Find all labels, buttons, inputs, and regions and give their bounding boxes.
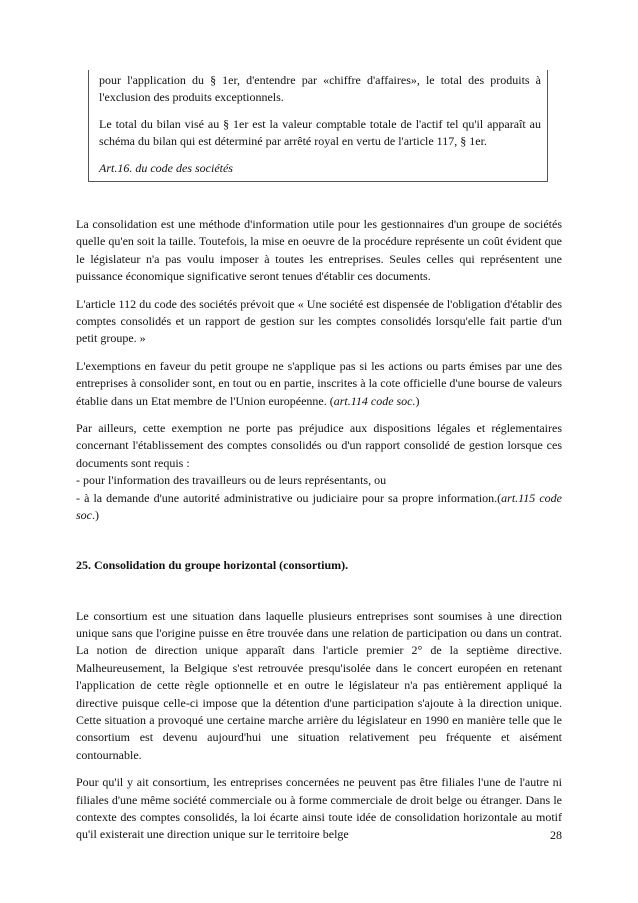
quote-paragraph-1: pour l'application du § 1er, d'entendre par «chiffre d'affaires», le total des produits à l'exclusion des produits exceptionnels. — [99, 73, 541, 104]
page-number: 28 — [550, 828, 562, 842]
quote-paragraph-2: Le total du bilan visé au § 1er est la valeur comptable totale de l'actif tel qu'il apparaît au schéma du bilan qui est déterminé par arrêté royal en vertu de l'article 117, § 1er. — [99, 117, 541, 148]
quoted-article-box — [88, 70, 548, 182]
list-item-autorite-end: .) — [92, 508, 99, 523]
paragraph-consortium-definition: Le consortium est une situation dans laquelle plusieurs entreprises sont soumises à une direction unique sans que l'origine puisse en être trouvée dans une relation de participation ou dans un contrat. La notion de direction unique apparaît dans l'article premier 2° de la septième directive. Malheureusement, la Belgique s'est retrouvée presqu'isolée dans le concert européen en retenant l'application de cette règle optionnelle et en outre le législateur n'a pas entièrement appliqué la directive puisque celle-ci impose que la détention d'une participation s'ajoute à la direction unique. Cette situation a provoqué une certaine marche arrière du législateur en 1990 en manière telle que le consortium est devenu aujourd'hui une situation relativement peu fréquente et aisément contournable. — [76, 608, 562, 762]
paragraph-exemptions-text: L'exemptions en faveur du petit groupe ne s'applique pas si les actions ou parts émises par une des entreprises à consolider sont, en tout ou en partie, inscrites à la cote officielle d'une bourse de valeurs établie dans un Etat membre de l'Union européenne. ( — [76, 358, 562, 408]
paragraph-par-ailleurs: Par ailleurs, cette exemption ne porte pas préjudice aux dispositions légales et réglementaires concernant l'établissement des comptes consolidés ou d'un rapport consolidé de gestion lorsque ces documents sont requis : — [76, 421, 562, 470]
paragraph-article-112: L'article 112 du code des sociétés prévoit que « Une société est dispensée de l'obligation d'établir des comptes consolidés et un rapport de gestion sur les comptes consolidés lorsqu'elle fait partie d'un petit groupe. » — [76, 296, 562, 346]
paragraph-consolidation-intro: La consolidation est une méthode d'information utile pour les gestionnaires d'un groupe de sociétés quelle qu'en soit la taille. Toutefois, la mise en oeuvre de la procédure représente un coût évident que le législateur n'a pas voulu imposer à toutes les entreprises. Seules celles qui représentent une puissance économique significative seront tenues d'établir ces documents. — [76, 217, 562, 284]
section-heading: 25. Consolidation du groupe horizontal (consortium). — [76, 557, 349, 572]
document-body — [76, 216, 562, 854]
list-item-autorite — [76, 490, 562, 525]
paragraph-exemptions — [76, 358, 562, 410]
article-114-reference: art.114 code soc. — [333, 393, 416, 408]
paragraph-exemptions-end: ) — [415, 393, 420, 408]
quote-reference: Art.16. du code des sociétés — [99, 161, 233, 175]
list-item-travailleurs: - pour l'information des travailleurs ou de leurs représentants, ou — [76, 473, 387, 488]
paragraph-consortium-conditions: Pour qu'il y ait consortium, les entreprises concernées ne peuvent pas être filiales l'une de l'autre ni filiales d'une même société commerciale ou à forme commerciale de droit belge ou étranger. Dans le contexte des comptes consolidés, la loi écarte ainsi toute idée de consolidation horizontale au motif qu'il existerait une direction unique sur le territoire belge — [76, 775, 562, 842]
list-item-autorite-text: - à la demande d'une autorité administrative ou judiciaire pour sa propre information.( — [76, 490, 502, 505]
article-115-reference: art.115 code soc — [76, 490, 563, 523]
